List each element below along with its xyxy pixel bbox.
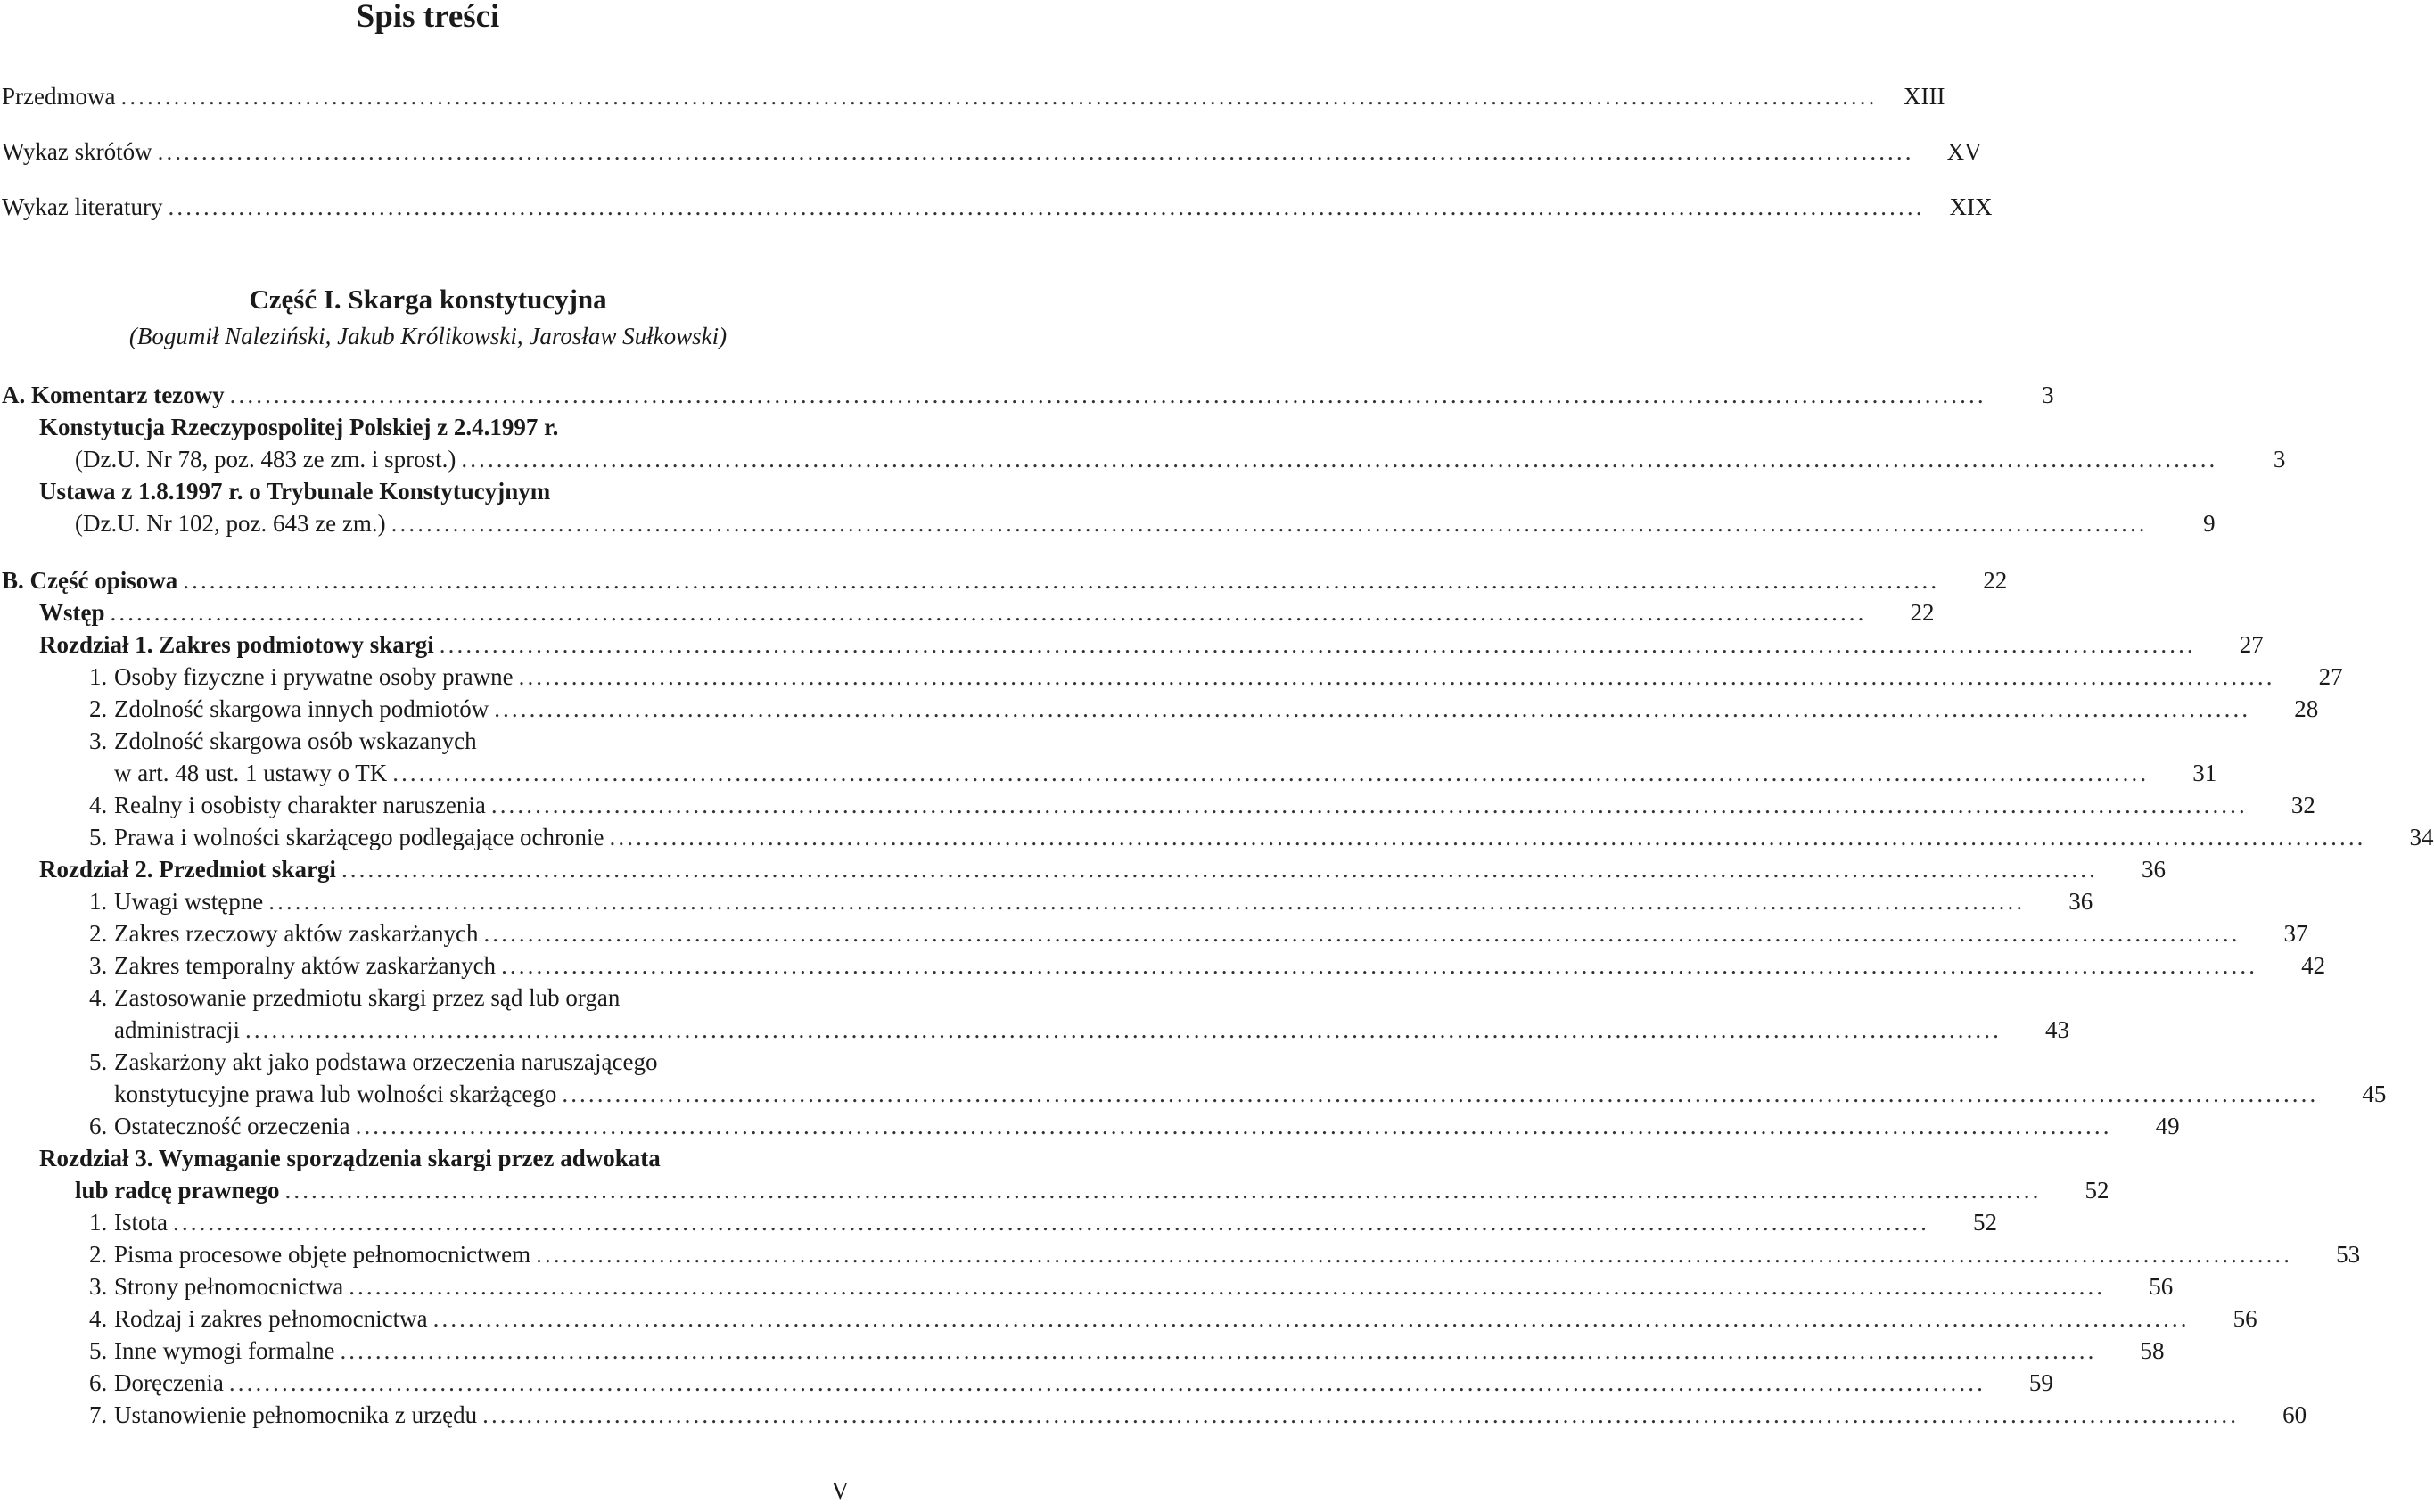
entry-page: 56 (2233, 1305, 2257, 1332)
entry-page: 9 (2203, 510, 2216, 537)
entry-page: 32 (2290, 792, 2315, 818)
entry-title: B. Część opisowa (2, 567, 178, 594)
toc-entry[interactable] (89, 694, 2319, 726)
entry-page: 36 (2141, 856, 2166, 883)
toc-entry[interactable] (89, 918, 2308, 950)
toc-entry[interactable] (2, 81, 1945, 113)
entry-title: Wykaz skrótów (2, 138, 152, 165)
entry-title: Ustanowienie pełnomocnika z urzędu (114, 1401, 478, 1428)
entry-page: 27 (2239, 631, 2264, 658)
entry-number: 1. (89, 888, 108, 915)
entry-title: Realny i osobisty charakter naruszenia (114, 792, 486, 818)
entry-page: 42 (2301, 952, 2326, 979)
entry-page: 34 (2409, 824, 2434, 850)
entry-number: 4. (89, 984, 108, 1011)
entry-page: 53 (2336, 1241, 2361, 1268)
leader-dots: ........................................................................................................................................................................................................ (168, 193, 1925, 220)
toc-entry[interactable] (2, 192, 1993, 224)
entry-title: lub radcę prawnego (75, 1177, 280, 1204)
entry-title: Zdolność skargowa osób wskazanych (114, 727, 477, 754)
leader-dots: ........................................................................................................................................................................................................ (562, 1081, 2319, 1107)
entry-page: 28 (2294, 695, 2319, 722)
entry-title-line (89, 1047, 657, 1077)
toc-entry[interactable] (114, 1079, 2387, 1111)
toc-entry[interactable] (89, 886, 2093, 918)
entry-number: 4. (89, 1305, 108, 1332)
entry-page: 49 (2155, 1113, 2180, 1139)
toc-entry[interactable] (89, 1207, 1997, 1239)
toc-entry[interactable] (39, 597, 1935, 629)
entry-number: 6. (89, 1113, 108, 1139)
toc-entry[interactable] (89, 1271, 2174, 1303)
entry-title: konstytucyjne prawa lub wolności skarżącego (114, 1081, 557, 1107)
leader-dots: ........................................................................................................................................................................................................ (483, 920, 2241, 947)
toc-chapter[interactable] (39, 854, 2166, 886)
entry-page: 45 (2362, 1081, 2387, 1107)
leader-dots: ........................................................................................................................................................................................................ (461, 446, 2218, 472)
leader-dots: ........................................................................................................................................................................................................ (494, 695, 2251, 722)
leader-dots: ........................................................................................................................................................................................................ (228, 1369, 1986, 1396)
leader-dots: ........................................................................................................................................................................................................ (120, 83, 1878, 110)
toc-entry[interactable] (114, 758, 2217, 790)
leader-dots: ........................................................................................................................................................................................................ (183, 567, 1940, 594)
leader-dots: ........................................................................................................................................................................................................ (341, 856, 2098, 883)
entry-title-line: Ustawa z 1.8.1997 r. o Trybunale Konstytucyjnym (39, 478, 551, 505)
part-title: Część I. Skarga konstytucyjna (249, 284, 607, 315)
entry-title: Osoby fizyczne i prywatne osoby prawne (114, 663, 514, 690)
entry-page: 52 (2085, 1177, 2109, 1204)
leader-dots: ........................................................................................................................................................................................................ (392, 760, 2150, 786)
entry-title: w art. 48 ust. 1 ustawy o TK (114, 760, 388, 786)
entry-title-line: Konstytucja Rzeczypospolitej Polskiej z 2.4.1997 r. (39, 414, 559, 440)
entry-page: XIX (1949, 193, 1993, 220)
entry-number: 1. (89, 663, 108, 690)
entry-page: XIII (1903, 83, 1945, 110)
entry-page: 31 (2192, 760, 2217, 786)
entry-number: 5. (89, 824, 108, 850)
toc-entry[interactable] (114, 1015, 2069, 1047)
entry-title: Rodzaj i zakres pełnomocnictwa (114, 1305, 428, 1332)
toc-chapter[interactable] (75, 1175, 2109, 1207)
entry-page: 37 (2283, 920, 2308, 947)
entry-title: Prawa i wolności skarżącego podlegające ochronie (114, 824, 604, 850)
leader-dots: ........................................................................................................................................................................................................ (110, 599, 1867, 626)
entry-title: Strony pełnomocnictwa (114, 1273, 344, 1300)
entry-page: 52 (1973, 1209, 1997, 1236)
toc-entry[interactable] (89, 1303, 2257, 1335)
entry-title: Zakres rzeczowy aktów zaskarżanych (114, 920, 479, 947)
entry-page: 43 (2044, 1016, 2069, 1043)
toc-entry[interactable] (89, 950, 2326, 982)
leader-dots: ........................................................................................................................................................................................................ (157, 138, 1914, 165)
entry-title: Przedmowa (2, 83, 116, 110)
entry-title: Uwagi wstępne (114, 888, 264, 915)
leader-dots: ........................................................................................................................................................................................................ (536, 1241, 2293, 1268)
entry-page: 59 (2028, 1369, 2053, 1396)
leader-dots: ........................................................................................................................................................................................................ (349, 1273, 2106, 1300)
leader-dots: ........................................................................................................................................................................................................ (501, 952, 2258, 979)
toc-entry[interactable] (89, 1239, 2361, 1271)
leader-dots: ........................................................................................................................................................................................................ (439, 631, 2196, 658)
toc-entry[interactable] (89, 1400, 2307, 1432)
leader-dots: ........................................................................................................................................................................................................ (355, 1113, 2112, 1139)
entry-page: 58 (2140, 1337, 2165, 1364)
leader-dots: ........................................................................................................................................................................................................ (609, 824, 2366, 850)
entry-number: 6. (89, 1369, 108, 1396)
entry-title: Zastosowanie przedmiotu skargi przez sąd lub organ (114, 984, 621, 1011)
entry-number: 2. (89, 920, 108, 947)
entry-page: 3 (2042, 382, 2054, 408)
entry-number: 3. (89, 727, 108, 754)
toc-section[interactable] (2, 380, 2054, 412)
page-number: V (831, 1477, 849, 1504)
entry-page: XV (1946, 138, 1982, 165)
entry-title: Wstęp (39, 599, 105, 626)
entry-title: Rozdział 2. Przedmiot skargi (39, 856, 336, 883)
entry-title-line (89, 982, 620, 1013)
leader-dots: ........................................................................................................................................................................................................ (432, 1305, 2190, 1332)
leader-dots: ........................................................................................................................................................................................................ (268, 888, 2026, 915)
leader-dots: ........................................................................................................................................................................................................ (284, 1177, 2042, 1204)
leader-dots: ........................................................................................................................................................................................................ (244, 1016, 2002, 1043)
entry-title: (Dz.U. Nr 102, poz. 643 ze zm.) (75, 510, 386, 537)
toc-entry[interactable] (89, 790, 2315, 822)
entry-title: Ostateczność orzeczenia (114, 1113, 350, 1139)
entry-page: 56 (2149, 1273, 2174, 1300)
entry-title: Zaskarżony akt jako podstawa orzeczenia naruszającego (114, 1048, 658, 1075)
entry-title: A. Komentarz tezowy (2, 382, 225, 408)
toc-entry[interactable] (89, 1368, 2053, 1400)
part-authors: (Bogumił Naleziński, Jakub Królikowski, Jarosław Sułkowski) (128, 323, 728, 349)
entry-number: 3. (89, 952, 108, 979)
entry-title: Zakres temporalny aktów zaskarżanych (114, 952, 497, 979)
entry-title: (Dz.U. Nr 78, poz. 483 ze zm. i sprost.) (75, 446, 456, 472)
entry-number: 2. (89, 1241, 108, 1268)
leader-dots: ........................................................................................................................................................................................................ (340, 1337, 2097, 1364)
toc-entry[interactable] (89, 1335, 2165, 1368)
entry-title: Inne wymogi formalne (114, 1337, 335, 1364)
entry-page: 27 (2318, 663, 2343, 690)
entry-number: 5. (89, 1048, 108, 1075)
entry-page: 22 (1910, 599, 1935, 626)
toc-chapter[interactable] (39, 629, 2264, 662)
leader-dots: ........................................................................................................................................................................................................ (391, 510, 2148, 537)
entry-number: 2. (89, 695, 108, 722)
entry-title: administracji (114, 1016, 240, 1043)
page-title: Spis treści (356, 0, 500, 35)
entry-title: Rozdział 1. Zakres podmiotowy skargi (39, 631, 434, 658)
entry-page: 36 (2068, 888, 2093, 915)
entry-title-line: Rozdział 3. Wymaganie sporządzenia skargi przez adwokata (39, 1145, 661, 1171)
toc-entry[interactable] (75, 508, 2216, 540)
entry-title-line (89, 726, 477, 756)
entry-page: 60 (2282, 1401, 2307, 1428)
entry-title: Zdolność skargowa innych podmiotów (114, 695, 489, 722)
entry-number: 3. (89, 1273, 108, 1300)
entry-title: Istota (114, 1209, 168, 1236)
toc-entry[interactable] (89, 662, 2343, 694)
leader-dots: ........................................................................................................................................................................................................ (490, 792, 2248, 818)
entry-number: 1. (89, 1209, 108, 1236)
entry-page: 22 (1983, 567, 2008, 594)
entry-title: Doręczenia (114, 1369, 224, 1396)
toc-entry[interactable] (89, 822, 2434, 854)
toc-entry[interactable] (2, 136, 1982, 168)
toc-section[interactable] (2, 565, 2008, 597)
entry-page: 3 (2273, 446, 2286, 472)
entry-title: Wykaz literatury (2, 193, 163, 220)
entry-title: Pisma procesowe objęte pełnomocnictwem (114, 1241, 531, 1268)
leader-dots: ........................................................................................................................................................................................................ (229, 382, 1986, 408)
toc-entry[interactable] (89, 1111, 2180, 1143)
toc-entry[interactable] (75, 444, 2286, 476)
entry-number: 4. (89, 792, 108, 818)
leader-dots: ........................................................................................................................................................................................................ (173, 1209, 1929, 1236)
leader-dots: ........................................................................................................................................................................................................ (518, 663, 2275, 690)
leader-dots: ........................................................................................................................................................................................................ (482, 1401, 2240, 1428)
entry-number: 7. (89, 1401, 108, 1428)
entry-number: 5. (89, 1337, 108, 1364)
